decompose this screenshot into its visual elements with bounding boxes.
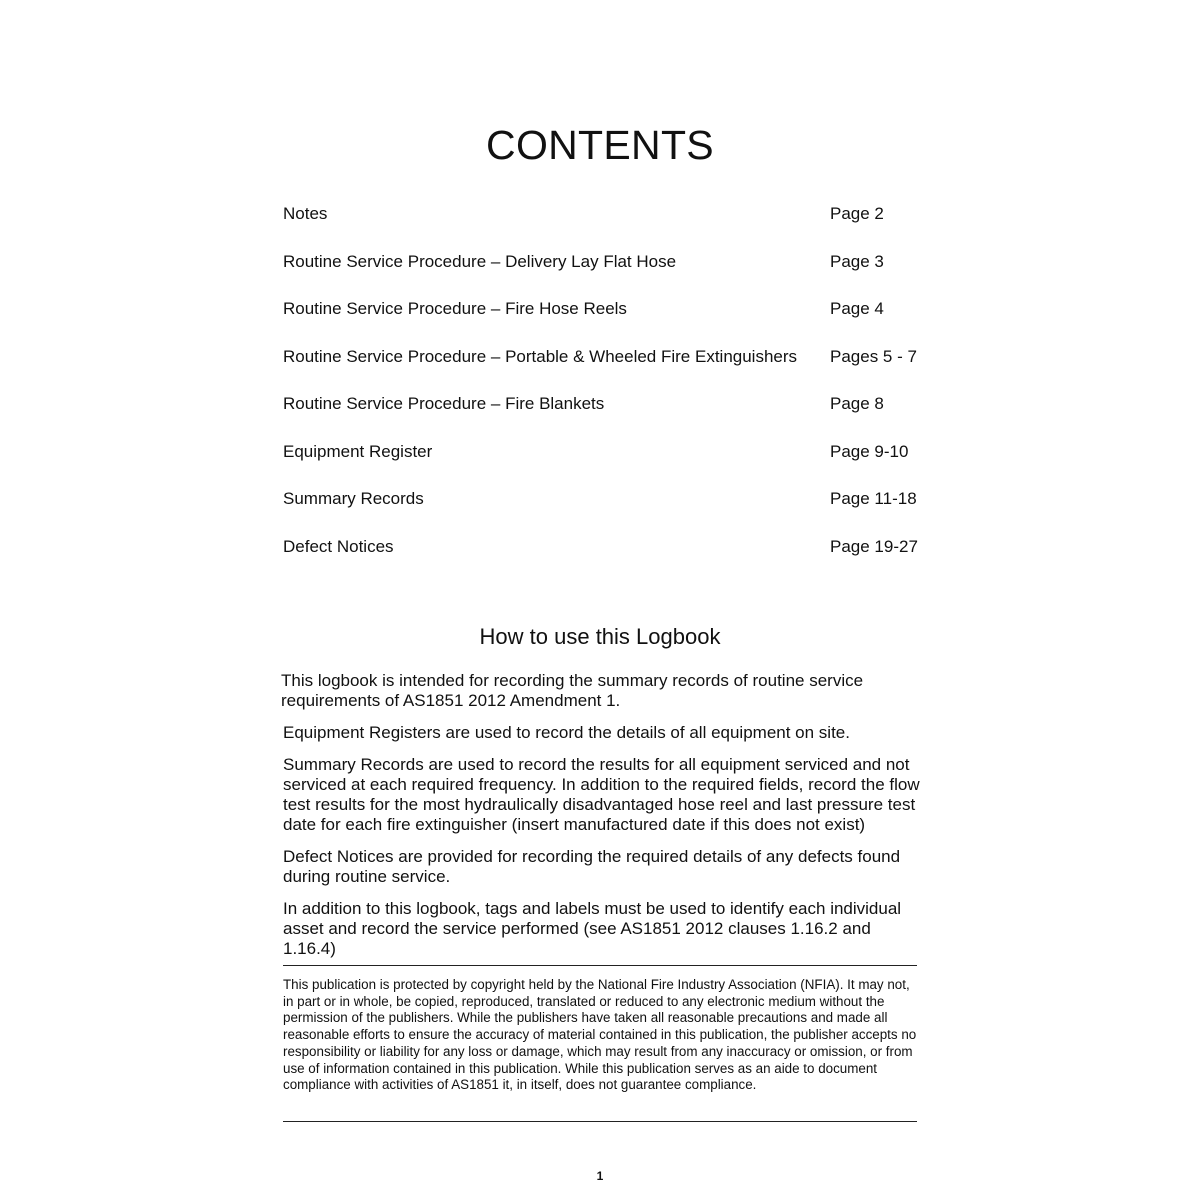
how-to-paragraph: Summary Records are used to record the results for all equipment serviced and not serviced at each required frequency. In addition to the required fields, record the flow test results for the most hydraulically disadvantaged hose reel and last pressure test date for each fire extinguisher (insert manufactured date if this does not exist) xyxy=(283,755,920,834)
toc-entry-page: Page 11-18 xyxy=(830,489,917,508)
toc-entry-page: Page 19-27 xyxy=(830,536,918,556)
toc-entry-page: Page 2 xyxy=(830,204,884,223)
how-to-paragraph: In addition to this logbook, tags and labels must be used to identify each individual asset and record the service performed (see AS1851 2012 clauses 1.16.2 and 1.16.4) xyxy=(283,899,902,958)
toc-row-defect-notices xyxy=(283,533,923,581)
how-to-paragraph: Equipment Registers are used to record the details of all equipment on site. xyxy=(283,723,850,742)
divider-bottom xyxy=(283,1121,917,1122)
how-to-heading: How to use this Logbook xyxy=(479,624,721,649)
toc-entry-page: Page 4 xyxy=(830,299,884,318)
toc-entry-title: Summary Records xyxy=(283,489,424,508)
toc-row-extinguishers xyxy=(283,343,923,391)
toc-entry-title: Routine Service Procedure – Delivery Lay Flat Hose xyxy=(283,251,677,271)
toc-row-notes xyxy=(283,200,923,248)
toc-row-hose-reels xyxy=(283,295,923,343)
toc-entry-page: Page 9-10 xyxy=(830,441,909,461)
table-of-contents xyxy=(283,200,923,580)
how-to-paragraph: Defect Notices are provided for recording the required details of any defects found during routine service. xyxy=(283,847,901,886)
toc-entry-title: Defect Notices xyxy=(283,536,394,556)
toc-row-summary-records xyxy=(283,485,923,533)
page-number: 1 xyxy=(596,1169,604,1183)
toc-row-equipment-register xyxy=(283,438,923,486)
how-to-paragraph: This logbook is intended for recording the summary records of routine service requirements of AS1851 2012 Amendment 1. xyxy=(281,671,864,710)
toc-entry-page: Page 8 xyxy=(830,394,884,413)
how-to-body xyxy=(283,671,923,971)
divider-top xyxy=(283,965,917,966)
toc-entry-title: Routine Service Procedure – Portable & Wheeled Fire Extinguishers xyxy=(283,346,798,366)
toc-entry-page: Page 3 xyxy=(830,251,884,271)
toc-entry-page: Pages 5 - 7 xyxy=(830,346,917,366)
toc-row-lay-flat-hose xyxy=(283,248,923,296)
toc-entry-title: Routine Service Procedure – Fire Blankets xyxy=(283,394,605,413)
toc-row-fire-blankets xyxy=(283,390,923,438)
toc-entry-title: Notes xyxy=(283,204,328,223)
toc-entry-title: Routine Service Procedure – Fire Hose Reels xyxy=(283,299,627,318)
toc-entry-title: Equipment Register xyxy=(283,441,433,461)
page-title: CONTENTS xyxy=(486,122,714,168)
copyright-notice: This publication is protected by copyright held by the National Fire Industry Association (NFIA). It may not, in part or in whole, be copied, reproduced, translated or reduced to any electronic medium without the permission of the publishers. While the publishers have taken all reasonable precautions and made all reasonable efforts to ensure the accuracy of material contained in this publication, the publisher accepts no responsibility or liability for any loss or damage, which may result from any inaccuracy or omission, or from use of information contained in this publication. While this publication serves as an aide to document compliance with activities of AS1851 it, in itself, does not guarantee compliance. xyxy=(283,977,917,1093)
